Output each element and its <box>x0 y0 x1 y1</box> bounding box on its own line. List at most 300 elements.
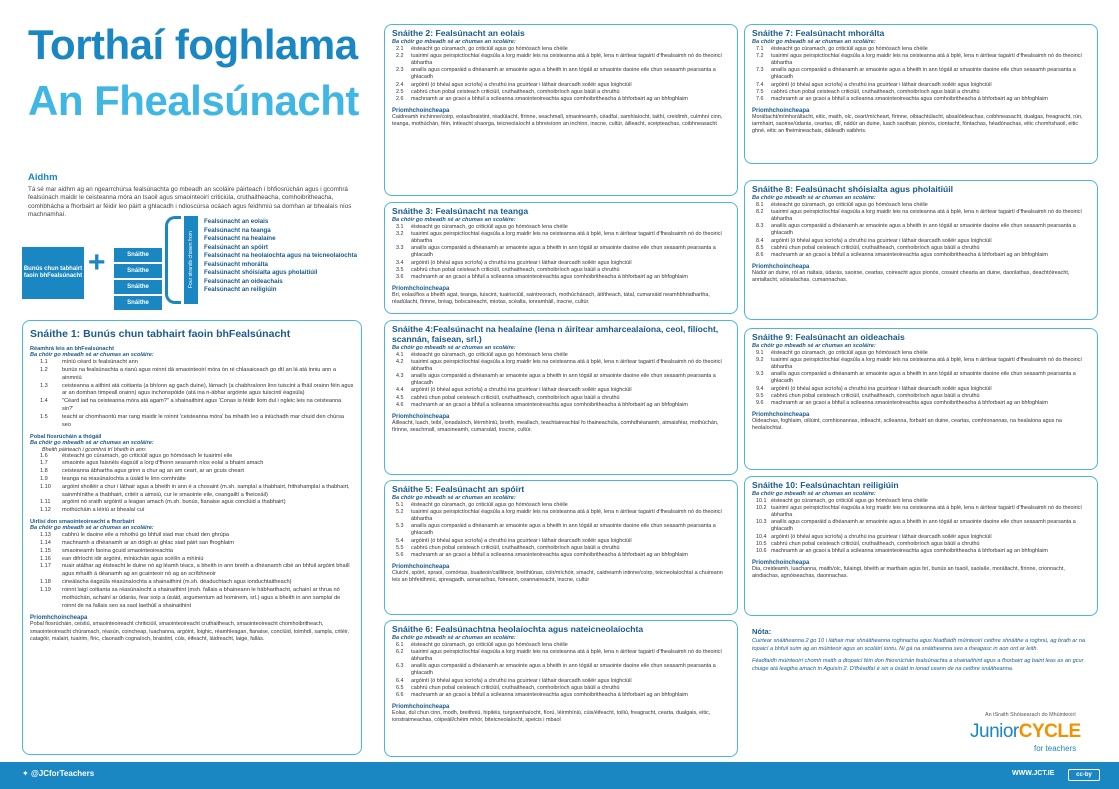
key-concepts-text: Áilleacht, luach, teibí, ionadaíoch, léirmhíniú, breith, meallach, teachtaireachtaí fo thaineachúla, comhdhéanamh, atmaisféar, mothúchán, fírinne, seachmall, smaoineamh, cumarsáid, inscne, cultúr. <box>392 419 719 433</box>
outcome-item <box>752 96 1090 103</box>
outcome-number: 10.5 <box>756 540 767 547</box>
twitter-text: @JCforTeachers <box>30 769 95 778</box>
outcome-text: tuairimí agus peirspictíochtaí éagsúla a lorg maidir leis na ceisteanna atá á bplé, lena n áirítear tagairtí d'fhealsaimh nó do theoiricí ábhartha <box>771 357 1082 371</box>
outcome-item <box>30 398 354 414</box>
outcome-text: machnamh ar an gcaoi a bhfuil a scileanna smaointeoireachta agus comhoibritheacha á bhforbairt ag an bhfoghlaim <box>771 95 1048 102</box>
outcome-item <box>392 274 730 281</box>
strand-list-item: Fealsúnacht an reiligiúin <box>204 286 277 294</box>
outcome-number: 1.13 <box>40 532 51 539</box>
key-concepts-heading: Príomhchoincheapa <box>752 411 810 418</box>
outcome-number: 1.16 <box>40 555 51 562</box>
outcome-text: teanga na réasúnaíochta a úsáid le linn comhráite <box>62 476 186 482</box>
strand-subtitle: Ba chóir go mbeadh sé ar chumas an scoláire: <box>392 634 516 641</box>
outcome-text: anailís agus comparáid a dhéanamh ar smaointe agus a bheith in ann tógáil ar smaointe daoine eile chun seasamh pearsanta a ghlacadh <box>771 371 1076 385</box>
outcome-item <box>30 460 354 468</box>
outcome-text: "Céard iad na ceisteanna móra atá agam?" a shainaithint agus 'Conas is féidir liom dul i ngleic leis na ceisteanna sin?' <box>62 398 342 413</box>
outcome-text: cabhrú chun pobal ceisteach criticiúil, cruthaitheach, comhoibríoch agus báúil a chruthú <box>411 88 620 95</box>
outcome-number: 8.3 <box>756 223 764 230</box>
outcome-text: míniú céard is fealsúnacht ann <box>62 359 138 366</box>
outcome-number: 10.4 <box>756 533 767 540</box>
snaithe-2-box <box>384 24 738 196</box>
curly-brace <box>165 216 181 304</box>
strand-subtitle: Ba chóir go mbeadh sé ar chumas an scoláire: <box>752 194 876 201</box>
nota-title: Nóta: <box>752 627 772 636</box>
outcome-number: 9.2 <box>756 357 764 363</box>
outcome-item <box>392 678 730 685</box>
outcome-item <box>392 89 730 96</box>
outcome-number: 1.12 <box>40 507 51 514</box>
outcome-text: ceisteanna a aithint atá coitianta (a bhíonn ag gach duine), lárnach (a chabhraíonn linn tuiscint a fháil orainn féin agus ar an domhan timpeall orainn) agus inchonspóide (atá ina n-ábhar argóinte agus tuiscintí éagsúla) <box>62 382 354 397</box>
outcome-item <box>752 252 1090 259</box>
outcome-number: 1.14 <box>40 539 51 546</box>
outcome-text: cabhrú chun pobal ceisteach criticiúil, cruthaitheach, comhoibríoch agus báúil a chruthú <box>771 392 980 399</box>
snaithe-box: Snáithe <box>114 248 162 262</box>
outcome-item <box>392 82 730 89</box>
outcome-text: anailís agus comparáid a dhéanamh ar smaointe agus a bheith in ann tógáil ar smaointe daoine eile chun seasamh pearsanta a ghlacadh <box>411 245 716 259</box>
outcome-text: cabhrú chun pobal ceisteach criticiúil, cruthaitheach, comhoibríoch agus báúil a chruthú <box>771 88 980 95</box>
outcome-text: machnamh ar an gcaoi a bhfuil a scileanna smaointeoireachta agus comhoibritheacha á bhforbairt ag an bhfoghlaim <box>771 251 1048 258</box>
outcome-text: machnamh ar an gcaoi a bhfuil a scileanna smaointeoireachta agus comhoibritheacha á bhforbairt ag an bhfoghlaim <box>771 547 1048 554</box>
key-concepts-text: Eolas, dul chun cinn, modh, breithniú, hipitéis, turgnamhaíocht, fíorú, léirmhíniú, cúis/éifeacht, toiliú, freagracht, cearta, dualgais, eitic, ionstraimeachas, cóipeáil/chéim mhór, biteicneolaíocht, speicis i mbaol <box>392 709 711 723</box>
outcome-item <box>752 67 1090 81</box>
outcome-text: smaoineamh faoina gcuid smaointeoireachta <box>62 547 174 554</box>
outcome-item <box>392 359 730 373</box>
outcome-number: 1.9 <box>40 476 48 482</box>
outcome-number: 5.3 <box>396 523 404 530</box>
twitter-handle[interactable] <box>22 769 94 778</box>
junior-cycle-logo <box>970 721 1081 743</box>
outcome-item <box>30 499 354 507</box>
outcome-number: 9.6 <box>756 399 764 406</box>
strand-subtitle: Ba chóir go mbeadh sé ar chumas an scoláire: <box>752 490 876 497</box>
outcome-number: 3.2 <box>396 231 404 237</box>
outcome-text: éisteacht go cúramach, go criticiúil agus go hómósach le tuairimí eile <box>62 452 233 459</box>
outcome-text: tuairimí agus peirspictíochtaí éagsúla a lorg maidir leis na ceisteanna atá á bplé, lena n áirítear tagairtí d'fhealsaimh nó do theoiricí ábhartha <box>771 505 1082 519</box>
outcome-number: 3.6 <box>396 273 404 280</box>
key-concepts-heading: Príomhchoincheapa <box>30 615 88 622</box>
outcome-text: argóintí (ó bhéal agus scríofa) a chruthú ina gcuirtear i láthair dearcadh soiléir agus loighciúil <box>771 385 992 392</box>
bunus-box: Bunús chun tabhairt faoin bhFealsúnacht <box>22 247 84 299</box>
outcome-text: roinnt laigí coitianta sa réasúnaíocht a shainaithint (msh. fallais a bhaineann le hábharthacht, achainí ar thrua nó mothúchán, achainí ar údarás, fear soip a úsáid, argumentum ad hominem, srl.) agus a bheith in ann samplaí de roinnt de na fallais seo sa saol laethúil a shainaithint <box>62 586 341 609</box>
website-link[interactable]: WWW.JCT.IE <box>1012 770 1055 777</box>
outcome-text: tuairimí agus peirspictíochtaí éagsúla a lorg maidir leis na ceisteanna atá á bplé, lena n áirítear tagairtí d'fhealsaimh nó do theoiricí ábhartha <box>411 509 722 523</box>
snaithe-box: Snáithe <box>114 296 162 310</box>
strand-subtitle: Ba chóir go mbeadh sé ar chumas an scoláire: <box>392 494 516 501</box>
strand-title: Snáithe 5: Fealsúnacht an spóirt <box>392 484 525 494</box>
outcome-item <box>392 402 730 409</box>
key-concepts-heading: Príomhchoincheapa <box>392 413 450 420</box>
aidhm-heading: Aidhm <box>28 172 58 183</box>
outcome-number: 1.10 <box>40 483 51 490</box>
outcome-number: 5.4 <box>396 537 404 544</box>
brand-tagline: An tSraith Shóisearach do Mhúinteoirí <box>985 712 1076 718</box>
outcome-number: 5.6 <box>396 551 404 558</box>
outcome-text: cabhrú le daoine eile a mhothú go bhfuil siad mar chuid den ghrúpa <box>62 532 229 539</box>
strand-list-item: Fealsúnacht an oideachais <box>204 277 283 285</box>
outcome-item <box>752 519 1090 533</box>
outcome-number: 3.4 <box>396 259 404 266</box>
group-subtitle: Ba chóir go mbeadh sé ar chumas an scoláire: <box>30 352 154 359</box>
outcome-text: machnamh ar an gcaoi a bhfuil a scileanna smaointeoireachta agus comhoibritheacha á bhforbairt ag an bhfoghlaim <box>411 273 688 280</box>
aidhm-text: Tá sé mar aidhm ag an ngearrchúrsa fealsúnachta go mbeadh an scoláire páirteach i bhfiosrúchán agus i gcomhrá fealsúnach maidir le ceisteanna móra an tsaoil agus smaointeoirí criticiúla, cruthaitheacha, comhoibritheacha, comhbhácha a fhorbairt ar féidir leo páirt a ghlacadh i ndioscúrsa ocáach agus feidhmiú sa domhan ar bhealaís níos machnamhaí. <box>28 186 352 219</box>
strand-list-item: Fealsúnacht shóisialta agus pholaitiúil <box>204 269 318 277</box>
outcome-text: machnamh ar an gcaoi a bhfuil a scileanna smaointeoireachta agus comhoibritheacha á bhforbairt ag an bhfoghlaim <box>411 401 688 408</box>
outcome-text: argóintí (ó bhéal agus scríofa) a chruthú ina gcuirtear i láthair dearcadh soiléir agus loighciúil <box>771 533 992 540</box>
outcome-item <box>30 579 354 587</box>
key-concepts-text: Dia, creideamh, luachanna, maith/olc, fulaingt, bheith ar marthain agus brí, bunús an tsaoil, saolaíle, moráltacht, fírinne, crionnacht, aindiachas, agnóiseachas, daonnachas. <box>752 565 1065 579</box>
outcome-number: 6.2 <box>396 649 404 655</box>
strand-title: Snáithe 10: Fealsúnachtan reiligiúin <box>752 480 899 490</box>
strand-list-item: Fealsúnacht na healaíne <box>204 235 276 243</box>
outcome-text: cabhrú chun pobal ceisteach criticiúil, cruthaitheach, comhoibríoch agus báúil a chruthú <box>411 394 620 401</box>
outcome-text: éisteacht go cúramach, go criticiúil agus go hómósach lena chéile <box>411 223 568 230</box>
nota-para-2: Féadfaidh múinteoirí chomh maith a dtopaicí féin don fhiosrúchán fealsúnachta a shainaithint agus a fhorbairt ag baint leas as an gcur chuige atá leagtha amach in Aguisín 2. D'fhéadfaí é sin a úsáid in ionad ceann de na ceithre snáitheanna. <box>752 658 1084 672</box>
strand-list-item: Fealsúnacht an spóirt <box>204 243 268 251</box>
snaithe-3-box <box>384 202 738 314</box>
outcome-item <box>30 359 354 367</box>
outcome-item <box>30 367 354 383</box>
outcome-number: 8.1 <box>756 201 764 208</box>
snaithe-8-box <box>744 180 1098 320</box>
strand-list-item: Fealsúnacht an eolais <box>204 218 269 225</box>
outcome-number: 6.4 <box>396 677 404 684</box>
outcome-item <box>392 224 730 231</box>
strand-subtitle: Ba chóir go mbeadh sé ar chumas an scoláire: <box>392 344 516 351</box>
outcome-number: 9.3 <box>756 371 764 378</box>
outcome-number: 3.5 <box>396 266 404 273</box>
page-title-line1: Torthaí foghlama <box>28 21 358 68</box>
outcome-text: argóintí (ó bhéal agus scríofa) a chruthú ina gcuirtear i láthair dearcadh soiléir agus loighciúil <box>411 81 632 88</box>
outcome-number: 10.1 <box>756 497 767 504</box>
logo-junior: Junior <box>970 721 1019 742</box>
outcome-item <box>392 649 730 663</box>
outcome-item <box>752 548 1090 555</box>
snaithe-5-box <box>384 480 738 615</box>
outcome-number: 2.6 <box>396 95 404 102</box>
strand-subtitle: Ba chóir go mbeadh sé ar chumas an scoláire: <box>752 342 876 349</box>
outcome-text: éisteacht go cúramach, go criticiúil agus go hómósach lena chéile <box>411 501 568 508</box>
outcome-item <box>392 96 730 103</box>
outcome-item <box>392 260 730 267</box>
outcome-text: argóintí (ó bhéal agus scríofa) a chruthú ina gcuirtear i láthair dearcadh soiléir agus loighciúil <box>411 259 632 266</box>
key-concepts-text: Cluichí, spóirt, spraoi, comórtas, buaiteoir/cailliteoir, breithiúnas, cóir/míchóir, smacht, caidreamh intinne/coirp, teicneolaíochtaí a chuireann leis an bhfeidhmiú, spreagadh, aonarachas, foireann, ceannaireacht, inscne, cultúr <box>392 569 723 583</box>
outcome-text: argóintí (ó bhéal agus scríofa) a chruthú ina gcuirtear i láthair dearcadh soiléir agus loighciúil <box>411 537 632 544</box>
strand-title: Snáithe 4:Fealsúnacht na healaíne (lena n áirítear amharcealaíona, ceol, filíocht, scannán, faisean, srl.) <box>392 324 719 344</box>
key-concepts-heading: Príomhchoincheapa <box>392 563 450 570</box>
outcome-item <box>30 556 354 564</box>
nota-para-1: Cuirtear snáitheanna 2 go 10 i láthair mar shnáitheanna roghnacha agus féadfaidh múinteoirí ceithre shnáithe a roghnú, ag brath ar na topaicí a bhfuil suim ag an múinteoir agus an scoláirí iontu. Ní gá na snáitheanna seo a theagasc in aon ord ar leith. <box>752 638 1086 652</box>
outcome-number: 1.1 <box>40 359 48 366</box>
key-concepts-heading: Príomhchoincheapa <box>752 559 810 566</box>
footer-bar <box>0 762 1119 789</box>
strand-title: Snáithe 8: Fealsúnacht shóisialta agus pholaitiúil <box>752 184 954 194</box>
outcome-item <box>392 552 730 559</box>
outcome-number: 5.5 <box>396 544 404 551</box>
key-concepts-text: Moráltacht/mímhoráltacht, eitic, maith, olc, ceart/mícheart, fírinne, oibiachtúlacht, absalóideachas, coibhneasacht, dualgas, freagracht, rún, iarmhairt, saoirse/údarás, ceartas, dlí, nádúr an duine, luach saothair, pionós, ciontacht, fóntachas, héadónachas, eitic chomhshaoil, eitic ghné, eitic an fheimineachais, dáileadh saibhris. <box>752 113 1083 135</box>
outcome-item <box>752 82 1090 89</box>
outcome-number: 1.5 <box>40 413 48 420</box>
outcome-text: tuairimí agus peirspictíochtaí éagsúla a lorg maidir leis na ceisteanna atá á bplé, lena n áirítear tagairtí d'fhealsaimh nó do theoiricí ábhartha <box>411 358 722 372</box>
outcome-item <box>30 507 354 515</box>
outcome-number: 1.6 <box>40 452 48 459</box>
outcome-number: 2.5 <box>396 88 404 95</box>
outcome-text: anailís agus comparáid a dhéanamh ar smaointe agus a bheith in ann tógáil ar smaointe daoine eile chun seasamh pearsanta a ghlacadh <box>411 523 716 537</box>
logo-cycle: CYCLE <box>1018 721 1081 742</box>
outcome-number: 5.2 <box>396 509 404 515</box>
outcome-item <box>752 202 1090 209</box>
outcome-text: anailís agus comparáid a dhéanamh ar smaointe agus a bheith in ann tógáil ar smaointe daoine eile chun seasamh pearsanta a ghlacadh <box>411 373 716 387</box>
outcome-item <box>752 371 1090 385</box>
key-concepts-heading: Príomhchoincheapa <box>392 703 450 710</box>
outcome-text: teacht ar chomhaontú mar rang maidir le roinnt 'ceisteanna móra' ba mhaith leo a iniúchadh mar chuid den chúrsa seo <box>62 413 344 428</box>
outcome-text: cabhrú chun pobal ceisteach criticiúil, cruthaitheach, comhoibríoch agus báúil a chruthú <box>771 540 980 547</box>
group-heading: Uirlisí don smaointeoireacht a fhorbairt <box>30 519 135 526</box>
outcome-item <box>752 357 1090 371</box>
group-heading: Pobal fiosrúcháin a thógáil <box>30 433 102 440</box>
outcome-number: 3.1 <box>396 223 404 230</box>
outcome-text: éisteacht go cúramach, go criticiúil agus go hómósach lena chéile <box>771 497 928 504</box>
outcome-item <box>30 540 354 548</box>
key-concepts-heading: Príomhchoincheapa <box>392 107 450 114</box>
outcome-item <box>752 350 1090 357</box>
outcome-number: 1.15 <box>40 547 51 554</box>
snaithe-10-box <box>744 476 1098 616</box>
outcome-text: cabhrú chun pobal ceisteach criticiúil, cruthaitheach, comhoibríoch agus báúil a chruthú <box>411 266 620 273</box>
outcome-number: 4.5 <box>396 394 404 401</box>
outcome-item <box>392 538 730 545</box>
outcome-number: 6.3 <box>396 663 404 670</box>
outcome-number: 8.4 <box>756 237 764 244</box>
outcome-text: cineálacha éagsúla réasúnaíochta a shainaithint (m.sh. déaduchtach agus ionduchtaitheach) <box>62 579 292 586</box>
outcome-item <box>392 387 730 394</box>
outcome-item <box>752 89 1090 96</box>
plus-sign: + <box>88 246 106 279</box>
outcome-item <box>752 245 1090 252</box>
outcome-number: 2.1 <box>396 45 404 52</box>
outcome-number: 1.17 <box>40 563 51 570</box>
outcome-item <box>392 46 730 53</box>
outcome-text: argóintí (ó bhéal agus scríofa) a chruthú ina gcuirtear i láthair dearcadh soiléir agus loighciúil <box>771 237 992 244</box>
snaithe-4-box <box>384 320 738 475</box>
key-concepts-text: Brí, eolas/fios a bheith agat, teanga, tuiscint, tuairisciúil, saintreorach, mothúchánach, áitítheach, tátal, cumarsáid neamhbhriathartha, réadúlacht, fírinne, bréag, bolscaireacht, miotas, scéalta, ionramháil, inscne, cultúr. <box>392 291 710 305</box>
outcome-number: 10.2 <box>756 505 767 511</box>
key-concepts-heading: Príomhchoincheapa <box>752 107 810 114</box>
outcome-number: 1.2 <box>40 366 48 373</box>
outcome-number: 9.4 <box>756 385 764 392</box>
snaithe-1-box <box>22 320 362 755</box>
outcome-text: tuairimí agus peirspictíochtaí éagsúla a lorg maidir leis na ceisteanna atá á bplé, lena n áirítear tagairtí d'fhealsaimh nó do theoiricí ábhartha <box>771 53 1082 67</box>
outcome-number: 2.2 <box>396 53 404 59</box>
key-concepts-text: Caidreamh inchinne/coirp, eolas/braistint, réadúlacht, fírinne, seachmall, smaoineamh, céadfaí, samhlaíocht, taithí, creidimh, cuimhní cinn, teanga, mothúchán, féin, intleacht shaorga, teicneolaíocht a bhreisíonn an inchinn, inscne, cultúr, áilleacht, sceipteachas, coibhneasacht <box>392 113 723 127</box>
snaithe-box: Snáithe <box>114 280 162 294</box>
outcome-item <box>392 395 730 402</box>
outcome-item <box>392 373 730 387</box>
outcome-item <box>752 238 1090 245</box>
outcome-number: 4.2 <box>396 358 404 365</box>
snaithe-7-box <box>744 24 1098 164</box>
outcome-item <box>392 545 730 552</box>
outcome-text: éisteacht go cúramach, go criticiúil agus go hómósach lena chéile <box>411 641 568 648</box>
outcome-number: 1.19 <box>40 586 51 593</box>
outcome-text: machnamh ar an gcaoi a bhfuil a scileanna smaointeoireachta agus comhoibritheacha á bhforbairt ag an bhfoghlaim <box>411 551 688 558</box>
outcome-text: nuair atáthar ag éisteacht le duine nó ag léamh téacs, a bheith in ann breith a dhéanamh cibé an bhfuil argóint bhailí agus mhaith á déanamh ag an gcainteoir nó ag an scríbhneoir <box>62 563 350 578</box>
outcome-item <box>392 685 730 692</box>
outcome-item <box>752 53 1090 67</box>
outcome-text: anailís agus comparáid a dhéanamh ar smaointe agus a bheith in ann tógáil ar smaointe daoine eile chun seasamh pearsanta a ghlacadh <box>771 67 1076 81</box>
outcome-text: tuairimí agus peirspictíochtaí éagsúla a lorg maidir leis na ceisteanna atá á bplé, lena n áirítear tagairtí d'fhealsaimh nó do theoiricí ábhartha <box>411 231 722 245</box>
key-concepts-heading: Príomhchoincheapa <box>752 263 810 270</box>
outcome-item <box>752 223 1090 237</box>
outcome-number: 2.3 <box>396 67 404 74</box>
outcome-text: argóint nó sraith argóintí a leagan amach (m.sh. bunús, fianaise agus conclúid a thabhairt) <box>62 499 286 506</box>
outcome-item <box>752 534 1090 541</box>
outcome-text: éisteacht go cúramach, go criticiúil agus go hómósach lena chéile <box>411 351 568 358</box>
strand-subtitle: Ba chóir go mbeadh sé ar chumas an scoláire: <box>392 38 516 45</box>
outcome-item <box>30 476 354 484</box>
outcome-number: 4.1 <box>396 351 404 358</box>
outcome-text: ceisteanna ábhartha agus grinn a chur ag an am ceart, ar an gcuis cheart <box>62 468 244 475</box>
strand-list <box>204 218 357 295</box>
outcome-number: 5.1 <box>396 501 404 508</box>
strand-title: Snáithe 2: Fealsúnacht an eolais <box>392 28 525 38</box>
outcome-text: tuairimí agus peirspictíochtaí éagsúla a lorg maidir leis na ceisteanna atá á bplé, lena n áirítear tagairtí d'fhealsaimh nó do theoiricí ábhartha <box>771 209 1082 223</box>
key-concepts-text: Nádúr an duine, ról an rialtais, údarás, saoirse, ceartas, coireacht agus pionós, cosaint chearta an duine, daonlathas, deachtóireacht, anrialtacht, sóisialachas, cumannachas. <box>752 269 1070 283</box>
outcome-item <box>392 502 730 509</box>
outcome-number: 6.1 <box>396 641 404 648</box>
outcome-number: 10.3 <box>756 519 767 526</box>
outcome-number: 2.4 <box>396 81 404 88</box>
outcome-item <box>392 67 730 81</box>
outcome-item <box>30 548 354 556</box>
outcome-number: 8.5 <box>756 244 764 251</box>
outcome-number: 8.6 <box>756 251 764 258</box>
outcome-item <box>752 386 1090 393</box>
outcome-text: argóintí (ó bhéal agus scríofa) a chruthú ina gcuirtear i láthair dearcadh soiléir agus loighciúil <box>771 81 992 88</box>
outcome-item <box>392 245 730 259</box>
group-subtitle: Ba chóir go mbeadh sé ar chumas an scoláire: <box>30 439 154 446</box>
outcome-item <box>392 642 730 649</box>
outcome-text: anailís agus comparáid a dhéanamh ar smaointe agus a bheith in ann tógáil ar smaointe daoine eile chun seasamh pearsanta a ghlacadh <box>771 519 1076 533</box>
outcome-item <box>30 414 354 430</box>
outcome-item <box>30 484 354 500</box>
strand-subtitle: Ba chóir go mbeadh sé ar chumas an scoláire: <box>752 38 876 45</box>
snaithe-6-box <box>384 620 738 757</box>
outcome-number: 10.6 <box>756 547 767 554</box>
outcome-text: anailís agus comparáid a dhéanamh ar smaointe agus a bheith in ann tógáil ar smaointe daoine eile chun seasamh pearsanta a ghlacadh <box>411 663 716 677</box>
outcome-item <box>30 587 354 610</box>
outcome-number: 6.6 <box>396 691 404 698</box>
outcome-text: bunús na fealsúnachta a rianú agus roinnt dá smaointeoirí móra ón ré chlasaiceach go dtí an lá atá inniu ann a ainmniú <box>62 366 336 381</box>
outcome-number: 1.3 <box>40 382 48 389</box>
strand-title: Snáithe 9: Fealsúnacht an oideachais <box>752 332 905 342</box>
outcome-text: argóint shoiléir a chur i láthair agus a bheith in ann é a chosaint (m.sh. samplaí a thabhairt, frithshamplaí a thabhairt, sainmhínithe a thabhairt, critéir a aimsiú, cur le smaointe eile, ceangailtí a fheiceáil) <box>62 483 350 498</box>
outcome-item <box>392 352 730 359</box>
outcome-number: 3.3 <box>396 245 404 252</box>
outcome-item <box>752 46 1090 53</box>
outcome-item <box>392 53 730 67</box>
outcome-text: mothúcháin a léiriú ar bhealaí cuí <box>62 507 145 514</box>
outcome-number: 7.5 <box>756 88 764 95</box>
page-title-line2: An Fhealsúnacht <box>28 77 359 124</box>
group-subtitle-italic: Bheith páirteach i gcomhrá trí bheith in ann: <box>42 446 147 453</box>
outcome-item <box>392 509 730 523</box>
outcome-item <box>392 231 730 245</box>
outcome-number: 1.4 <box>40 398 48 405</box>
outcome-number: 7.6 <box>756 95 764 102</box>
outcome-text: éisteacht go cúramach, go criticiúil agus go hómósach lena chéile <box>771 349 928 356</box>
outcome-item <box>392 663 730 677</box>
outcome-text: ean difríocht idir argóint, míniúchán agus scéilín a mhíniú <box>62 555 204 562</box>
cc-license-icon: cc-by <box>1068 769 1100 781</box>
outcome-number: 7.3 <box>756 67 764 74</box>
outcome-item <box>752 541 1090 548</box>
outcome-item <box>30 532 354 540</box>
outcome-item <box>30 453 354 461</box>
outcome-text: cabhrú chun pobal ceisteach criticiúil, cruthaitheach, comhoibríoch agus báúil a chruthú <box>411 544 620 551</box>
snaithe-1-title: Snáithe 1: Bunús chun tabhairt faoin bhFealsúnacht <box>30 328 291 340</box>
strand-list-item: Fealsúnacht mhorálta <box>204 260 268 268</box>
outcome-text: anailís agus comparáid a dhéanamh ar smaointe agus a bheith in ann tógáil ar smaointe daoine eile chun seasamh pearsanta a ghlacadh <box>411 67 716 81</box>
strand-title: Snáithe 6: Fealsúnachtna heolaíochta agus nateicneolaíochta <box>392 624 644 634</box>
logo-for-teachers: for teachers <box>1034 744 1077 753</box>
outcome-text: anailís agus comparáid a dhéanamh ar smaointe agus a bheith in ann tógáil ar smaointe daoine eile chun seasamh pearsanta a ghlacadh <box>771 223 1076 237</box>
key-concepts-text: Oideachas, foghlaim, oiliúint, comhionannas, intleacht, scileanna, forbairt an duine, ceartas, comhionannas, na healaíona agus na heolaíochtaí. <box>752 417 1062 431</box>
outcome-text: éisteacht go cúramach, go criticiúil agus go hómósach lena chéile <box>771 45 928 52</box>
outcome-text: argóintí (ó bhéal agus scríofa) a chruthú ina gcuirtear i láthair dearcadh soiléir agus loighciúil <box>411 387 632 394</box>
outcome-item <box>392 267 730 274</box>
outcome-item <box>752 498 1090 505</box>
outcome-item <box>392 523 730 537</box>
outcome-item <box>30 563 354 579</box>
outcome-number: 7.4 <box>756 81 764 88</box>
outcome-item <box>752 400 1090 407</box>
outcome-number: 9.5 <box>756 392 764 399</box>
outcome-text: cabhrú chun pobal ceisteach criticiúil, cruthaitheach, comhoibríoch agus báúil a chruthú <box>771 244 980 251</box>
outcome-text: tuairimí agus peirspictíochtaí éagsúla a lorg maidir leis na ceisteanna atá á bplé, lena n áirítear tagairtí d'fhealsaimh nó do theoiricí ábhartha <box>411 53 722 67</box>
outcome-text: machnamh ar an gcaoi a bhfuil a scileanna smaointeoireachta agus comhoibritheacha á bhforbairt ag an bhfoghlaim <box>771 399 1048 406</box>
strands-vertical-label: Four strands chosen from <box>184 216 198 304</box>
snaithe-9-box <box>744 328 1098 470</box>
key-concepts-heading: Príomhchoincheapa <box>392 285 450 292</box>
outcome-number: 1.11 <box>40 499 51 506</box>
outcome-item <box>30 468 354 476</box>
outcome-number: 9.1 <box>756 349 764 356</box>
strand-title: Snáithe 3: Fealsúnacht na teanga <box>392 206 529 216</box>
outcome-item <box>752 393 1090 400</box>
outcome-number: 1.8 <box>40 468 48 475</box>
outcome-number: 7.2 <box>756 53 764 59</box>
outcome-number: 4.6 <box>396 401 404 408</box>
outcome-number: 1.7 <box>40 460 48 467</box>
strand-subtitle: Ba chóir go mbeadh sé ar chumas an scoláire: <box>392 216 516 223</box>
outcome-item <box>752 209 1090 223</box>
outcome-number: 8.2 <box>756 209 764 215</box>
outcome-text: machnamh ar an gcaoi a bhfuil a scileanna smaointeoireachta agus comhoibritheacha á bhforbairt ag an bhfoghlaim <box>411 95 688 102</box>
strand-list-item: Fealsúnacht na heolaíochta agus na teicneolaíochta <box>204 252 358 260</box>
outcome-item <box>30 383 354 399</box>
strand-list-item: Fealsúnacht na teanga <box>204 226 271 234</box>
twitter-icon: ✦ <box>22 769 31 778</box>
outcome-text: argóintí (ó bhéal agus scríofa) a chruthú ina gcuirtear i láthair dearcadh soiléir agus loighciúil <box>411 677 632 684</box>
outcome-text: cabhrú chun pobal ceisteach criticiúil, cruthaitheach, comhoibríoch agus báúil a chruthú <box>411 684 620 691</box>
outcome-item <box>392 692 730 699</box>
outcome-number: 6.5 <box>396 684 404 691</box>
outcome-text: machnamh ar an gcaoi a bhfuil a scileanna smaointeoireachta agus comhoibritheacha á bhforbairt ag an bhfoghlaim <box>411 691 688 698</box>
outcome-item <box>752 505 1090 519</box>
outcome-text: éisteacht go cúramach, go criticiúil agus go hómósach lena chéile <box>771 201 928 208</box>
outcome-text: smaointe agus faisnéis éagsúil a lorg d'fhonn seasamh níos eolaí a bhaint amach <box>62 460 264 467</box>
snaithe-box: Snáithe <box>114 264 162 278</box>
